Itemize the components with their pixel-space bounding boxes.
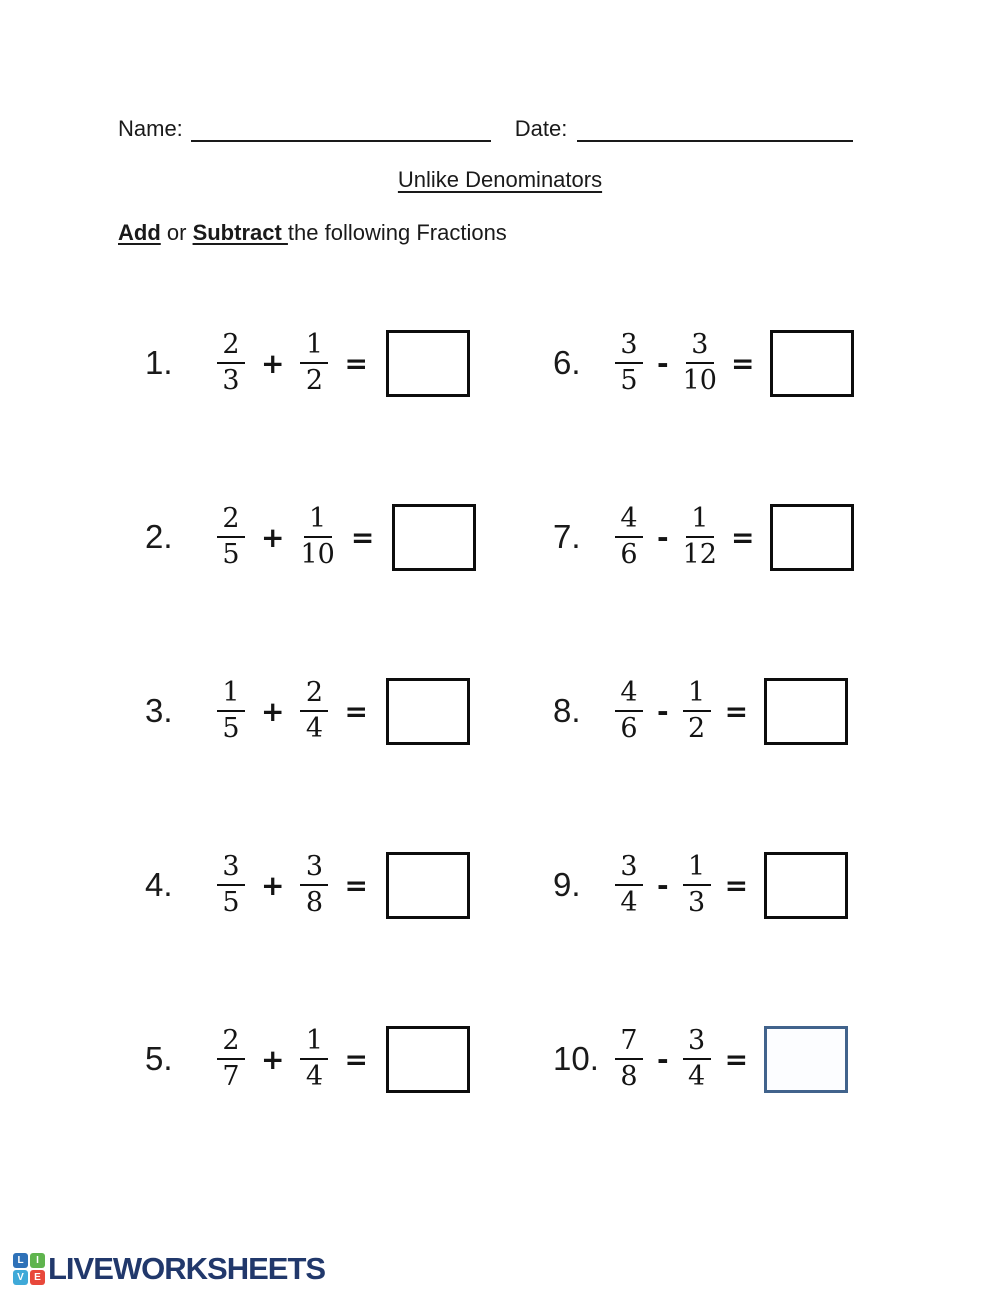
plus-operator: + [261,346,285,380]
problem-4 [145,840,553,930]
fraction-denominator: 5 [620,365,638,396]
liveworksheets-logo-text: LIVEWORKSHEETS [48,1251,326,1286]
equals-sign: = [730,346,755,380]
minus-operator: - [657,346,669,380]
problem-4-fraction-2 [300,852,328,918]
problem-9-fraction-1 [615,852,643,918]
date-field-line [577,116,853,142]
plus-operator: + [261,694,285,728]
fraction-denominator: 7 [222,1061,240,1092]
fraction-denominator: 5 [222,539,240,570]
problem-3-number: 3. [145,692,173,729]
fraction-denominator: 8 [305,887,324,918]
fraction-numerator: 7 [615,1026,643,1060]
problem-9-fraction-2 [683,852,711,918]
fraction-numerator: 3 [300,852,328,886]
answer-box-8[interactable] [764,678,848,745]
problem-6-fraction-2 [683,330,717,396]
fraction-numerator: 2 [217,330,245,364]
problem-10 [553,1014,1000,1104]
problem-8 [553,666,1000,756]
logo-tile-l: L [13,1253,28,1268]
fraction-denominator: 10 [682,365,717,396]
problem-2 [145,492,553,582]
fraction-denominator: 4 [688,1061,706,1092]
problem-1-number: 1. [145,344,173,381]
problem-2-number: 2. [145,518,173,555]
name-label: Name: [118,116,183,141]
fraction-denominator: 5 [222,713,240,744]
liveworksheets-logo [13,1251,325,1287]
fraction-denominator: 4 [305,713,324,744]
equals-sign: = [344,1042,368,1076]
minus-operator: - [657,1042,669,1076]
fraction-denominator: 6 [620,713,638,744]
fraction-numerator: 1 [300,1026,328,1060]
page-title [0,167,1000,193]
fraction-denominator: 5 [222,887,240,918]
fraction-denominator: 10 [300,539,335,570]
instruction-subtract: Subtract [192,220,288,245]
problem-3-fraction-1 [217,678,245,744]
logo-tile-v: V [13,1270,28,1285]
fraction-numerator: 3 [615,330,643,364]
minus-operator: - [657,520,669,554]
problem-1-fraction-1 [217,330,245,396]
answer-box-9[interactable] [764,852,848,919]
problem-1-fraction-2 [300,330,328,396]
answer-box-3[interactable] [386,678,470,745]
answer-box-4[interactable] [386,852,470,919]
problem-6-number: 6. [553,344,581,381]
problem-7-fraction-1 [615,504,643,570]
plus-operator: + [261,520,285,554]
fraction-numerator: 2 [217,504,245,538]
fraction-numerator: 1 [304,504,332,538]
problem-5-number: 5. [145,1040,173,1077]
problem-4-number: 4. [145,866,173,903]
name-date-row [0,0,1000,142]
minus-operator: - [657,694,669,728]
logo-tile-i: I [30,1253,45,1268]
equals-sign: = [724,694,749,728]
instruction-line [118,220,1000,246]
problem-8-fraction-1 [615,678,643,744]
problem-9-number: 9. [553,866,581,903]
fraction-numerator: 1 [683,852,711,886]
problem-9 [553,840,1000,930]
problem-3-fraction-2 [300,678,328,744]
answer-box-7[interactable] [770,504,854,571]
equals-sign: = [344,694,368,728]
problem-7 [553,492,1000,582]
problem-7-number: 7. [553,518,581,555]
problem-8-number: 8. [553,692,581,729]
problem-3 [145,666,553,756]
plus-operator: + [261,868,285,902]
problem-5-fraction-1 [217,1026,245,1092]
problem-1 [145,318,553,408]
name-field-line [191,116,491,142]
fraction-denominator: 3 [688,887,706,918]
equals-sign: = [730,520,755,554]
problem-5 [145,1014,553,1104]
date-label: Date: [514,116,568,141]
equals-sign: = [344,346,368,380]
problem-4-fraction-1 [217,852,245,918]
problem-2-fraction-2 [300,504,334,570]
fraction-denominator: 12 [682,539,717,570]
fraction-denominator: 2 [688,713,706,744]
fraction-numerator: 1 [683,678,711,712]
problems-grid [145,318,1000,1104]
page-title-text: Unlike Denominators [397,167,603,192]
problem-10-fraction-2 [683,1026,711,1092]
equals-sign: = [724,868,749,902]
problem-8-fraction-2 [683,678,711,744]
liveworksheets-logo-icon [13,1253,45,1285]
fraction-numerator: 3 [683,1026,711,1060]
fraction-denominator: 4 [305,1061,324,1092]
fraction-numerator: 3 [686,330,714,364]
fraction-numerator: 3 [615,852,643,886]
fraction-denominator: 8 [620,1061,638,1092]
fraction-denominator: 6 [620,539,638,570]
equals-sign: = [350,520,375,554]
problem-6 [553,318,1000,408]
answer-box-5[interactable] [386,1026,470,1093]
answer-box-6[interactable] [770,330,854,397]
fraction-numerator: 4 [615,504,643,538]
answer-box-2[interactable] [392,504,476,571]
problem-6-fraction-1 [615,330,643,396]
plus-operator: + [261,1042,285,1076]
answer-box-10-focused[interactable] [764,1026,848,1093]
fraction-numerator: 3 [217,852,245,886]
fraction-numerator: 1 [217,678,245,712]
problem-2-fraction-1 [217,504,245,570]
instruction-or: or [160,220,193,245]
logo-tile-e: E [30,1270,45,1285]
fraction-denominator: 2 [305,365,324,396]
instruction-add: Add [118,220,161,245]
problem-5-fraction-2 [300,1026,328,1092]
problem-10-number: 10. [553,1040,599,1077]
equals-sign: = [344,868,368,902]
fraction-denominator: 4 [620,887,638,918]
minus-operator: - [657,868,669,902]
fraction-denominator: 3 [222,365,240,396]
equals-sign: = [724,1042,749,1076]
problem-10-fraction-1 [615,1026,643,1092]
fraction-numerator: 4 [615,678,643,712]
fraction-numerator: 2 [300,678,328,712]
instruction-rest: the following Fractions [287,220,507,245]
fraction-numerator: 1 [300,330,328,364]
fraction-numerator: 2 [217,1026,245,1060]
problem-7-fraction-2 [683,504,717,570]
answer-box-1[interactable] [386,330,470,397]
fraction-numerator: 1 [686,504,714,538]
